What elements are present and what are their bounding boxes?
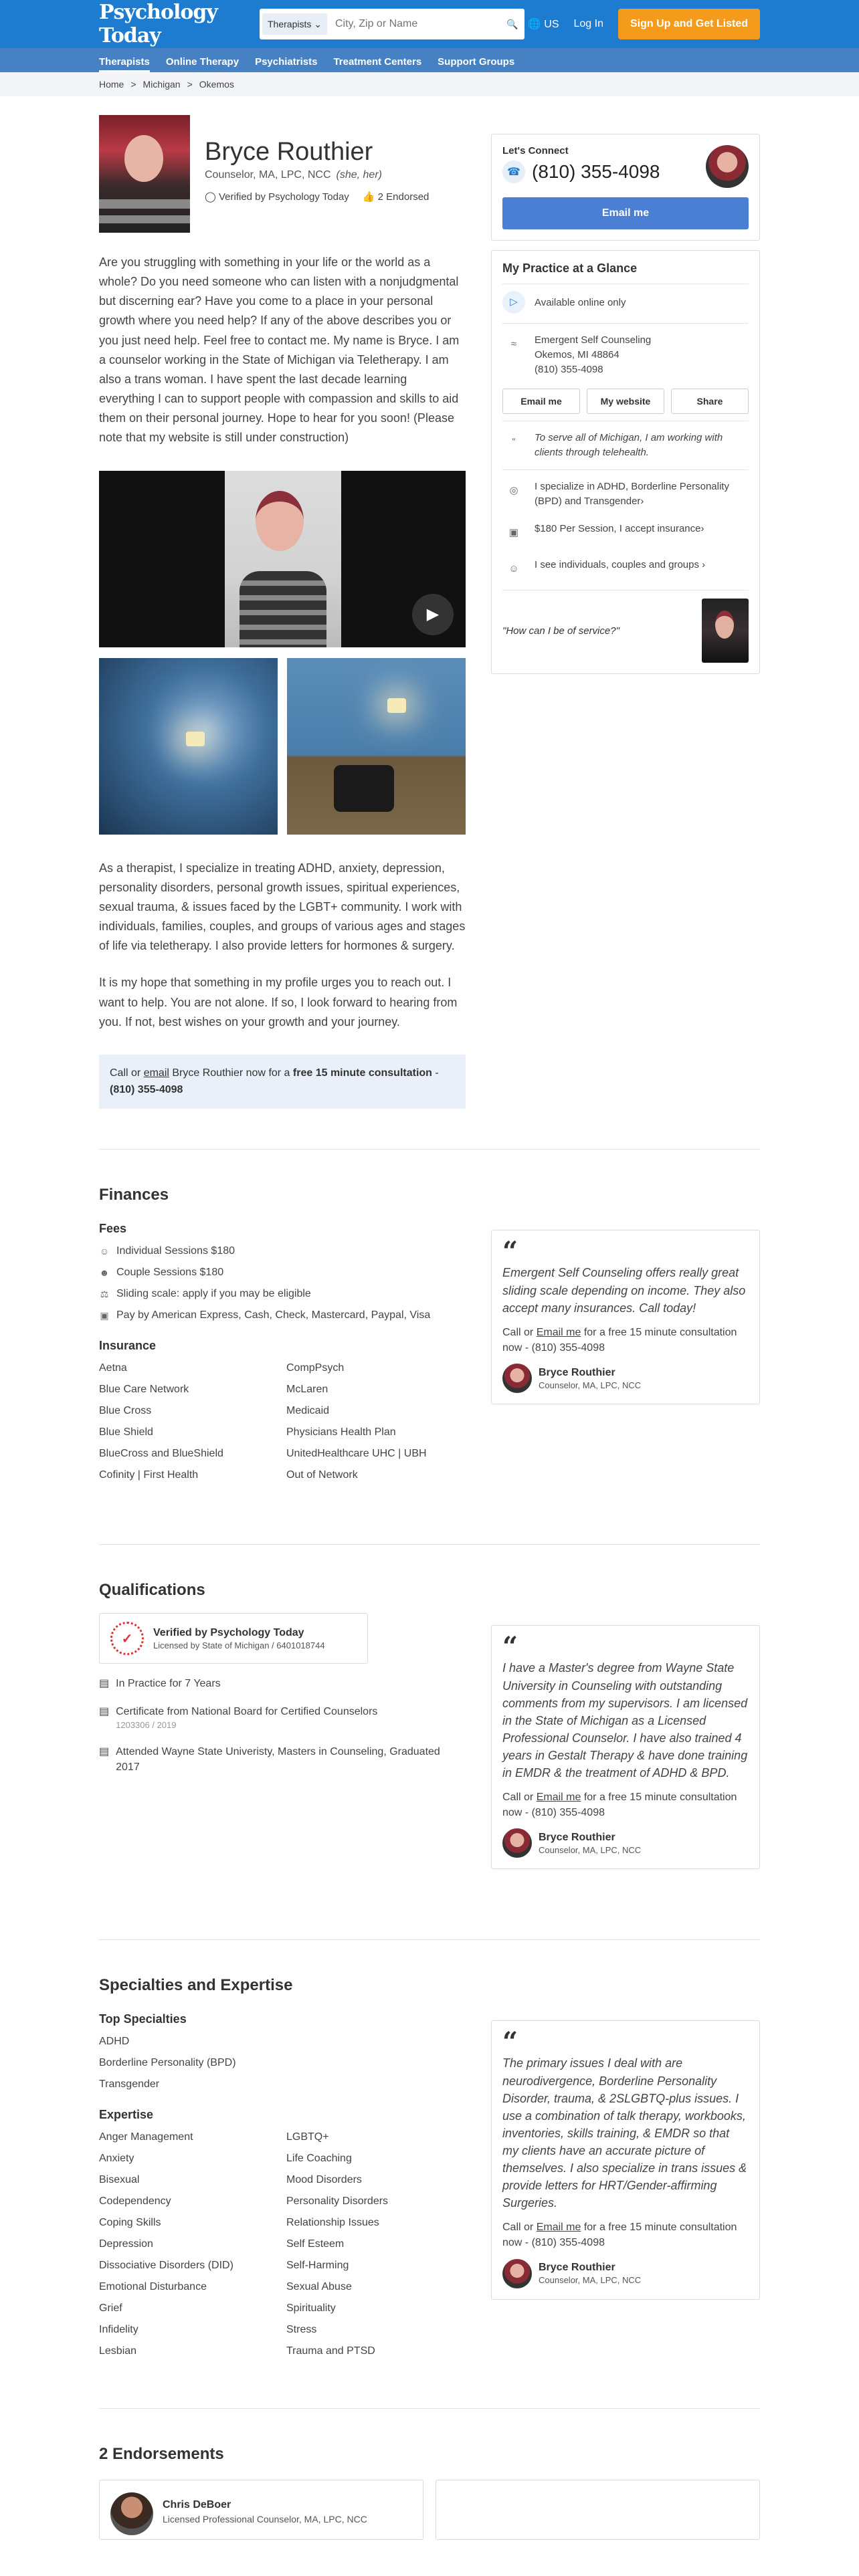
glance-email-button[interactable]: Email me (502, 389, 580, 414)
expertise-item: Emotional Disturbance (99, 2281, 207, 2293)
glance-website-button[interactable]: My website (587, 389, 664, 414)
expertise-item: Sexual Abuse (286, 2281, 352, 2293)
search-input[interactable] (330, 18, 500, 30)
top-specialties-title: Top Specialties (99, 2012, 187, 2026)
quote-icon: “ (502, 1236, 518, 1268)
insurance-item: Medicaid (286, 1405, 330, 1417)
quote-icon: “ (512, 436, 516, 448)
profile-paragraph: As a therapist, I specialize in treating ADHD, anxiety, depression, personality disorders, personal growth issues, spiritual experiences, sexual trauma, & issues faced by the LGBT+ community. I work with individuals, families, couples, and groups of various ages and stages of life via teletherapy. I also provide letters for hormones & surgery. (99, 861, 466, 953)
quote-text: I have a Master's degree from Wayne State University in Counseling with outstanding comments from my supervisors. I am licensed in the State of Michigan as a Licensed Professional Counselor. I have also trained 4 years in Gestalt Therapy & have done training in EMDR & the treatment of ADHD & BPD. (502, 1661, 748, 1780)
expertise-item: Depression (99, 2238, 153, 2250)
consult-phone[interactable]: (810) 355-4098 (110, 1083, 183, 1095)
insurance-item: CompPsych (286, 1362, 345, 1374)
insurance-item: Blue Cross (99, 1405, 152, 1417)
breadcrumb-sep: > (187, 79, 193, 90)
expertise-item: Coping Skills (99, 2217, 161, 2229)
specialty-item: Transgender (99, 2078, 160, 2090)
section-title: Qualifications (99, 1581, 205, 1600)
expertise-item: Life Coaching (286, 2153, 352, 2165)
section-title: Finances (99, 1186, 169, 1204)
insurance-title: Insurance (99, 1339, 157, 1353)
fee-link[interactable]: $180 Per Session, I accept insurance› (535, 523, 704, 535)
glance-title: My Practice at a Glance (502, 261, 749, 284)
sign-up-button[interactable]: Sign Up and Get Listed (618, 9, 760, 39)
person-icon: ☺ (99, 1246, 110, 1257)
phone-number[interactable]: (810) 355-4098 (532, 161, 660, 182)
top-header (0, 0, 859, 48)
email-me-link[interactable]: Email me (536, 2222, 581, 2234)
locale-selector[interactable]: 🌐 US (527, 19, 559, 30)
practice-phone[interactable]: (810) 355-4098 (535, 363, 603, 375)
endorsement-card[interactable]: Chris DeBoer Licensed Professional Counselor, MA, LPC, NCC (99, 2480, 423, 2540)
certificate-icon: ▤ (99, 1705, 110, 1717)
expertise-item: Anger Management (99, 2131, 193, 2143)
nav-psychiatrists[interactable]: Psychiatrists (255, 56, 318, 68)
insurance-item: Physicians Health Plan (286, 1426, 396, 1438)
profile-bio: Are you struggling with something in your life or the world as a whole? Do you need someone who can listen with a nonjudgmental but discerning ear? Have you come to a place in your personal growth where you need help? If any of the above describes you or you just need help. Feel free to contact me. My name is Bryce. I am a counselor working in the State of Michigan via Teletherapy. I am also a trans woman. I have spent the last decade learning everything I can to support people with compassion and skills to aid them on their personal journey. Hope to hear for you soon! (Please note that my website is still under construction) (99, 255, 460, 445)
video-thumbnail[interactable] (702, 599, 749, 663)
play-icon[interactable]: ▶ (412, 594, 454, 635)
verified-badge[interactable]: ◯ Verified by Psychology Today (205, 191, 349, 203)
expertise-item: Personality Disorders (286, 2195, 389, 2208)
globe-icon: 🌐 (527, 19, 541, 30)
expertise-item: Codependency (99, 2195, 171, 2208)
insurance-item: Aetna (99, 1362, 127, 1374)
money-icon: ▣ (508, 527, 519, 539)
card-icon: ▣ (100, 1309, 109, 1321)
endorsements-section (99, 2409, 760, 2540)
avatar (502, 1828, 532, 1858)
glance-share-button[interactable]: Share (671, 389, 749, 414)
expertise-item: Anxiety (99, 2153, 134, 2165)
nav-support-groups[interactable]: Support Groups (438, 56, 515, 68)
expertise-item: LGBTQ+ (286, 2131, 329, 2143)
telehealth-quote: To serve all of Michigan, I am working with clients through telehealth. (535, 432, 723, 458)
search-bar (260, 9, 524, 39)
expertise-title: Expertise (99, 2108, 154, 2122)
people-icon: ☺ (508, 563, 519, 575)
insurance-item: BlueCross and BlueShield (99, 1448, 223, 1460)
phone-icon: ☎ (502, 160, 525, 183)
shield-icon: ◯ (205, 191, 216, 203)
quote-text: Emergent Self Counseling offers really great sliding scale depending on income. They also accept many insurances. Call today! (502, 1266, 746, 1315)
expertise-item: Spirituality (286, 2302, 336, 2315)
nav-online-therapy[interactable]: Online Therapy (165, 56, 240, 68)
profile-name: Bryce Routhier (205, 138, 373, 166)
insurance-item: Blue Shield (99, 1426, 153, 1438)
insurance-item: Cofinity | First Health (99, 1469, 199, 1481)
target-icon: ◎ (509, 484, 518, 496)
wifi-icon: ≈ (510, 338, 517, 350)
profile-header (99, 115, 466, 233)
main-content (99, 115, 760, 2540)
clients-link[interactable]: I see individuals, couples and groups › (535, 559, 706, 571)
expertise-item: Relationship Issues (286, 2217, 379, 2229)
endorsed-badge[interactable]: 👍 2 Endorsed (362, 191, 430, 203)
finances-quote-card: “ Emergent Self Counseling offers really great sliding scale depending on income. They also accept many insurances. Call today! Call or Email me for a free 15 minute consultation now - (810) 355-4098 Bryce Routhier Counselor, MA, LPC, NCC (491, 1230, 760, 1404)
avatar (706, 145, 749, 188)
profile-paragraph: It is my hope that something in my profile urges you to reach out. I want to help. You are not alone. If so, I look forward to hearing from you. If not, best wishes on your growth and your journey. (99, 976, 458, 1029)
breadcrumb-michigan[interactable]: Michigan (142, 79, 181, 90)
specialties-section (99, 1940, 760, 2408)
thumbs-up-icon: 👍 (362, 191, 375, 203)
practice-glance-card (491, 250, 760, 674)
expertise-item: Trauma and PTSD (286, 2345, 375, 2357)
header-right (528, 9, 760, 39)
breadcrumb-okemos[interactable]: Okemos (199, 79, 234, 90)
school-icon: ▤ (99, 1745, 110, 1757)
section-title: 2 Endorsements (99, 2445, 224, 2464)
pronouns: (she, her) (336, 169, 382, 181)
finances-section: Finances Fees ☺ Individual Sessions $180 ☻ Couple Sessions $180 ⚖ Sliding scale: apply if you may be eligible ▣ Pay by American Express, Cash, Check, Mastercard, Paypal, Visa Insurance Aetna CompPsych Blue Care Network McLaren Blue Cross Medicaid Blue Shield Physicians Health Plan BlueCross and BlueShield UnitedHealthcare UHC | UBH Cofinity | First Health Out of Network “ Emergent Self Counseling offers really great sliding scale depending on income. They also accept many insurances. Call today! Call or Email me for a free 15 minute consultation now - (810) 355-4098 Bryce Routhier Counselor, MA, LPC, NCC (99, 1150, 760, 1544)
video-icon: ▷ (502, 291, 525, 314)
verified-card[interactable]: ✓ Verified by Psychology Today Licensed by State of Michigan / 6401018744 (99, 1613, 368, 1664)
sidebar (491, 134, 760, 674)
scale-icon: ⚖ (100, 1288, 109, 1299)
login-link[interactable]: Log In (573, 18, 603, 29)
breadcrumb-home[interactable]: Home (99, 79, 124, 90)
connect-label: Let's Connect (502, 145, 569, 156)
breadcrumb (0, 72, 859, 96)
connect-card (491, 134, 760, 241)
expertise-item: Dissociative Disorders (DID) (99, 2260, 233, 2272)
qualifications-quote-card: “ I have a Master's degree from Wayne State University in Counseling with outstanding comments from my supervisors. I am licensed in the State of Michigan as a Licensed Professional Counselor. I have also trained 4 years in Gestalt Therapy & have done training in EMDR & the treatment of ADHD & BPD. Call or Email me for a free 15 minute consultation now - (810) 355-4098 Bryce Routhier Counselor, MA, LPC, NCC (491, 1625, 760, 1869)
online-only-text: Available online only (535, 297, 626, 308)
avatar (502, 2259, 532, 2288)
endorsement-card[interactable] (436, 2480, 760, 2540)
expertise-item: Infidelity (99, 2324, 138, 2336)
profile-photo (99, 115, 190, 233)
specialties-quote-card: “ The primary issues I deal with are neurodivergence, Borderline Personality Disorder, trauma, & 2SLGBTQ-plus issues. I use a combination of talk therapy, workbooks, inventories, skills training, & EMDR so that my clients have an accurate picture of themselves. I also specialize in trans issues & provide letters for HRT/Gender-affirming Surgeries. Call or Email me for a free 15 minute consultation now - (810) 355-4098 Bryce Routhier Counselor, MA, LPC, NCC (491, 2020, 760, 2299)
service-quote: "How can I be of service?" (502, 625, 619, 637)
breadcrumb-sep: > (130, 79, 136, 90)
nav-therapists[interactable]: Therapists (99, 56, 150, 72)
fees-title: Fees (99, 1222, 127, 1236)
quote-icon: “ (502, 2026, 518, 2058)
nav-treatment-centers[interactable]: Treatment Centers (333, 56, 422, 68)
specialty-item: Borderline Personality (BPD) (99, 2057, 236, 2069)
expertise-item: Stress (286, 2324, 317, 2336)
verified-seal-icon: ✓ (110, 1622, 144, 1655)
expertise-item: Self-Harming (286, 2260, 349, 2272)
search-icon[interactable]: 🔍 (506, 18, 518, 29)
practice-city: Okemos, MI 48864 (535, 348, 619, 360)
quote-icon: “ (502, 1631, 518, 1663)
office-photo[interactable] (99, 658, 278, 835)
expertise-item: Lesbian (99, 2345, 137, 2357)
practice-name: Emergent Self Counseling (535, 334, 652, 346)
profile-credentials: Counselor, MA, LPC, NCC (she, her) (205, 169, 382, 181)
site-logo[interactable]: Psychology Today (99, 1, 217, 47)
quote-text: The primary issues I deal with are neurodivergence, Borderline Personality Disorder, trauma, & 2SLGBTQ-plus issues. I use a combination of talk therapy, workbooks, inventories, skills training, & EMDR so that my clients have an accurate picture of themselves. I also specialize in trans issues & provide letters for HRT/Gender-affirming Surgeries. (502, 2056, 747, 2210)
insurance-item: UnitedHealthcare UHC | UBH (286, 1448, 427, 1460)
avatar (110, 2492, 153, 2535)
consultation-box: Call or email Bryce Routhier now for a free 15 minute consultation - (810) 355-4098 (99, 1055, 466, 1109)
specialty-item: ADHD (99, 2036, 130, 2048)
insurance-item: Blue Care Network (99, 1384, 189, 1396)
search-category-select[interactable]: Therapists ⌄ (262, 13, 327, 35)
specialize-link[interactable]: I specialize in ADHD, Borderline Personality (BPD) and Transgender› (535, 480, 729, 507)
couple-icon: ☻ (99, 1267, 110, 1279)
section-title: Specialties and Expertise (99, 1976, 293, 1995)
avatar (502, 1364, 532, 1393)
qualifications-section: Qualifications ✓ Verified by Psychology Today Licensed by State of Michigan / 6401018744 ▤ In Practice for 7 Years ▤ Certificate from National Board for Certified Counselors 1203306 / 2019 ▤ Attended Wayne State Univeristy, Masters in Counseling, Graduated 2017 “ I have a Master's degree from Wayne State University in Counseling with outstanding comments from my supervisors. I am licensed in the State of Michigan as a Licensed Professional Counselor. I have also trained 4 years in Gestalt Therapy & have done training in EMDR & the treatment of ADHD & BPD. Call or Email me for a free 15 minute consultation now - (810) 355-4098 Bryce Routhier Counselor, MA, LPC, NCC (99, 1545, 760, 1939)
office-photo[interactable] (287, 658, 466, 835)
expertise-item: Self Esteem (286, 2238, 345, 2250)
expertise-item: Bisexual (99, 2174, 140, 2186)
insurance-item: McLaren (286, 1384, 328, 1396)
expertise-item: Grief (99, 2302, 122, 2315)
main-nav (0, 48, 859, 72)
email-me-button[interactable]: Email me (502, 197, 749, 229)
email-me-link[interactable]: Email me (536, 1326, 581, 1338)
email-link[interactable]: email (143, 1067, 169, 1079)
calendar-icon: ▤ (99, 1678, 110, 1690)
email-me-link[interactable]: Email me (536, 1792, 581, 1804)
expertise-item: Mood Disorders (286, 2174, 362, 2186)
intro-video[interactable] (99, 471, 466, 647)
insurance-item: Out of Network (286, 1469, 358, 1481)
office-photos (99, 658, 466, 835)
